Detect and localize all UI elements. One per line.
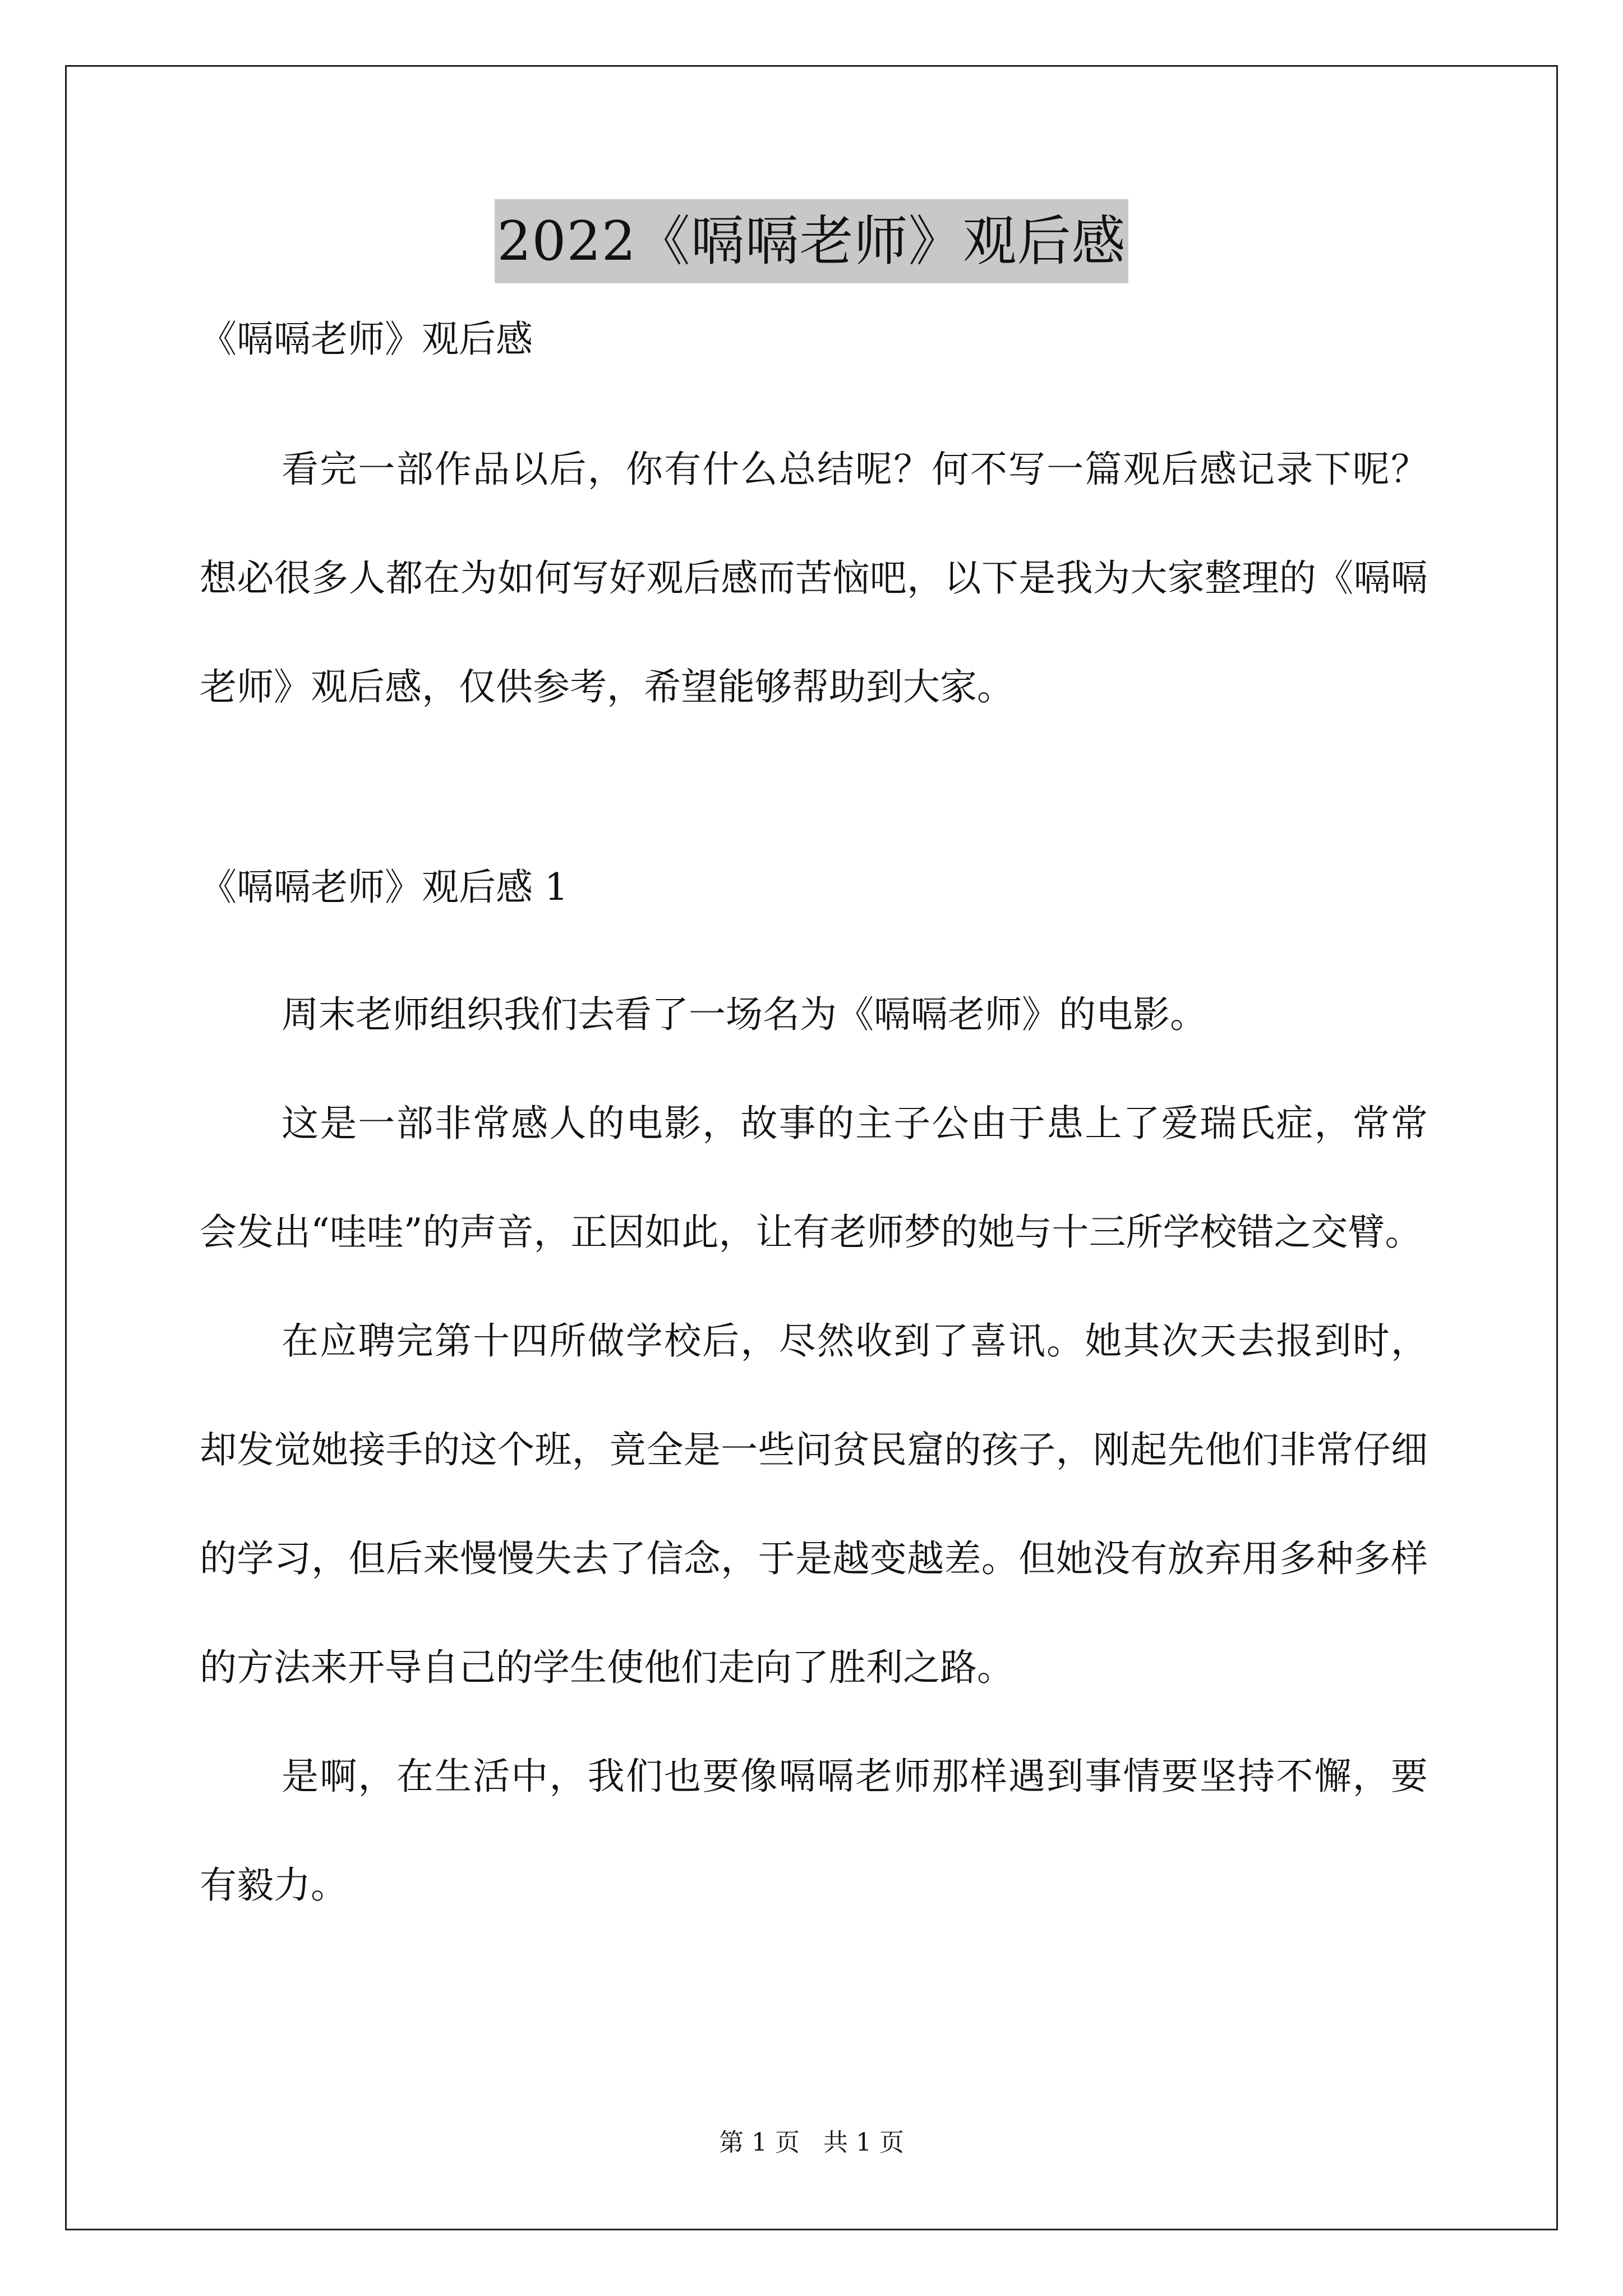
body-paragraph: 在应聘完第十四所做学校后，尽然收到了喜讯。她其次天去报到时，却发觉她接手的这个班，竟全是一些问贫民窟的孩子，刚起先他们非常仔细的学习，但后来慢慢失去了信念，于是越变越差。但她没有放弃用多种多样的方法来开导自己的学生使他们走向了胜利之路。 — [200, 1319, 1428, 1689]
document-title: 2022《嗝嗝老师》观后感 — [495, 199, 1128, 283]
page-total: 共 1 页 — [823, 2128, 904, 2157]
body-paragraph: 这是一部非常感人的电影，故事的主子公由于患上了爱瑞氏症，常常会发出“哇哇”的声音，正因如此，让有老师梦的她与十三所学校错之交臂。 — [200, 1102, 1428, 1254]
spacer — [200, 367, 1428, 415]
spacer — [200, 915, 1428, 960]
page-number: 第 1 页 — [719, 2128, 800, 2157]
page-footer — [0, 2126, 1623, 2160]
body-paragraph: 是啊，在生活中，我们也要像嗝嗝老师那样遇到事情要坚持不懈，要有毅力。 — [200, 1755, 1428, 1907]
body-paragraph: 周末老师组织我们去看了一场名为《嗝嗝老师》的电影。 — [282, 993, 1207, 1036]
document-body — [200, 311, 1428, 1940]
subtitle: 《嗝嗝老师》观后感 — [200, 318, 533, 361]
title-container — [0, 199, 1623, 283]
intro-paragraph: 看完一部作品以后，你有什么总结呢？何不写一篇观后感记录下呢？想必很多人都在为如何写好观后感而苦恼吧，以下是我为大家整理的《嗝嗝老师》观后感，仅供参考，希望能够帮助到大家。 — [200, 448, 1428, 708]
spacer — [200, 742, 1428, 859]
section-heading: 《嗝嗝老师》观后感 1 — [200, 866, 568, 909]
